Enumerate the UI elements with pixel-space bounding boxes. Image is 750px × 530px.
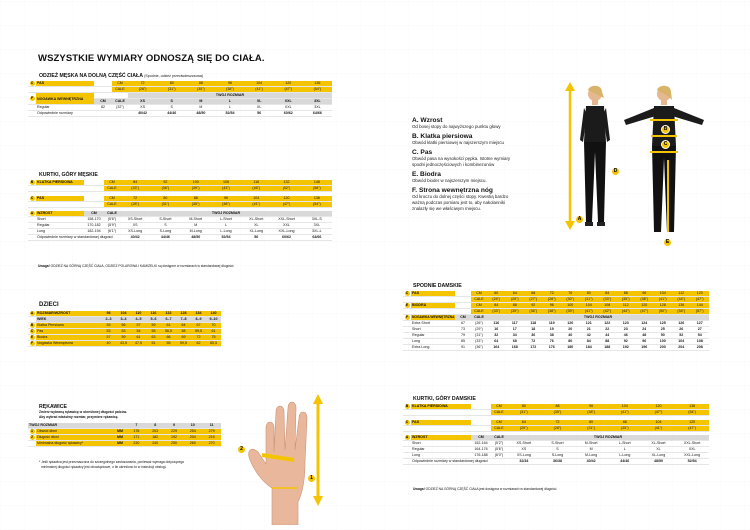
- kids-table: [28, 311, 221, 347]
- gloves-note2: minimalnej długości rękawicy jest obowiązkowe, o ile określono to w instrukcji obsługi.: [41, 465, 167, 469]
- women-jackets-foot-row: Odpowiednie rozmiary w standardowej długości 32/34 36/38 40/42 44/46 48/50 52/54: [403, 459, 709, 465]
- woman-arms-figure-icon: [616, 82, 711, 252]
- women-pants-row-short: Short 73 (29") 16 17 18 19 20 21 22 23 24 25 26 27: [403, 327, 709, 333]
- women-pants-row-xshort: Extra Short 67 (26") 116 117 118 119 120 121 122 123 124 125 126 127: [403, 321, 709, 327]
- women-pants-pas-cm-row: C PAS CM 60 64 68 72 76 80 84 88 96 104 112 120: [403, 291, 709, 297]
- women-jackets-row-regular: Regular 164-176 (5'6") XS S M L XL XXL: [403, 447, 709, 453]
- women-pants-row-long: Long 85 (33") 64 68 72 76 80 84 88 92 96 100 104 108: [403, 339, 709, 345]
- men-jackets-row-short: Short 158-170 (5'6") XS-Short S-Short M-Short L-Short XL-Short XXL-Short 3XL-S: [28, 217, 332, 223]
- women-jackets-table: [403, 404, 709, 465]
- gloves-table: [28, 423, 221, 447]
- marker-c: C: [661, 140, 670, 149]
- women-pants-pas-cale-row: CALE (24") (25") (27") (28") (30") (31") (33") (35") (38") (41") (44") (47"): [403, 297, 709, 303]
- gloves-row-min: Minimalna długość rękawicy* MM 230 240 250 260 270: [28, 441, 221, 447]
- gloves-title: RĘKAWICE: [39, 404, 67, 410]
- women-pants-table: [403, 291, 709, 351]
- men-jackets-kl-cm-row: B KLATKA PIERSIOWA CM 84 92 100 108 116 132 148: [28, 180, 332, 186]
- legend-item-f: F. Strona wewnętrzna nóg Od kroczu do dolnej części stopy. Kwestią bardzo ważną podczas pomiaru jest to, aby nakolanniki znalazły się we właściwym miejscu.: [412, 187, 509, 211]
- men-jackets-title: KURTKI, GÓRY MĘSKIE: [39, 172, 98, 178]
- women-jackets-row-short: Short 152-164 (5'2") XS-Short S-Short M-Short L-Short XL-Short XXL-Short: [403, 441, 709, 447]
- men-lower-table: [28, 81, 332, 117]
- women-pants-row-regular: Regular 79 (31") 32 34 36 38 40 42 44 46 48 50 52 54: [403, 333, 709, 339]
- marker-e: E: [663, 238, 672, 247]
- gloves-sub2: Aby wybrać właściwy rozmiar, przymierz rękawicę.: [39, 415, 119, 419]
- gloves-row-length: 2 Długość dłoni MM 171 182 192 204 215: [28, 435, 221, 441]
- women-pants-header-row: F NOGAWKA WEWNĘTRZNA CM CALE TWÓJ ROZMIAR: [403, 315, 709, 321]
- men-jackets-header-row: A WZROST CM CALE TWÓJ ROZMIAR: [28, 211, 332, 217]
- women-jackets-pas-cm-row: C PAS CM 64 72 80 88 104 120: [403, 420, 709, 426]
- men-jackets-table: [28, 180, 332, 241]
- gloves-row-circ: 1 Obwód dłoni MM 178 203 229 254 279: [28, 429, 221, 435]
- men-lower-size-row: CM CALE XS S M L XL XXL 3XL: [28, 99, 332, 105]
- women-pants-bio-cale-row: CALE (33") (35") (36") (38") (39") (41") (42") (44") (47") (50") (54") (57"): [403, 309, 709, 315]
- men-lower-foot-row: Odpowiednie rozmiary 40/42 44/46 48/50 52/54 56 60/62 64/66: [28, 111, 332, 117]
- women-pants-title: SPODNIE DAMSKIE: [413, 283, 462, 289]
- hand-measure-icon: [232, 390, 342, 525]
- legend-item-a: A. Wzrost Od bosej stopy do najwyższego punktu głowy: [412, 117, 501, 129]
- men-jackets-pas-cale-row: CALE (28") (31") (35") (38") (41") (47") (54"): [28, 201, 332, 207]
- marker-1: 1: [307, 474, 316, 483]
- women-jackets-note: Uwaga! ODZIEŻ NA GÓRNĄ CZĘŚĆ CIAŁA jest dostępna w rozmiarach w standardowej długości.: [413, 487, 558, 491]
- marker-b: B: [661, 125, 670, 134]
- kids-title: DZIECI: [39, 302, 59, 308]
- men-jackets-foot-row: Odpowiednie rozmiary w standardowej długości 40/42 44/46 48/50 52/54 56 60/62 64/66: [28, 235, 332, 241]
- women-jackets-kl-cm-row: B KLATKA PIERSIOWA CM 80 88 96 104 120 136: [403, 404, 709, 410]
- legend-item-e: E. Biodra Obwód bioder w najszerszym miejscu.: [412, 171, 487, 183]
- gloves-sub1: Zmierz wybraną rękawicę w określonej długości palców.: [39, 410, 128, 414]
- women-pants-row-xlong: Extra Long 91 (36") 164 168 172 176 180 184 188 192 196 200 204 208: [403, 345, 709, 351]
- kids-row-waist: C Pas 53 53 54 55 56,5 58 59,5 61: [28, 329, 221, 335]
- marker-a: A: [575, 215, 584, 224]
- men-jackets-kl-cale-row: CALE (33") (36") (39") (43") (46") (52") (58"): [28, 186, 332, 192]
- men-lower-title: ODZIEŻ MĘSKA NA DOLNĄ CZĘŚĆ CIAŁA (Spodnie, odzież przeciwdeszczowa): [39, 73, 204, 79]
- marker-2: 2: [237, 445, 246, 454]
- kids-row-age: WIEK 2–3 3–4 4–5 5–6 6–7 7–8 8–9 9–10: [28, 317, 221, 323]
- men-jackets-note: Uwaga! ODZIEŻ NA GÓRNĄ CZĘŚĆ CIAŁA, ODZIEŻ POLAROWA I KAMIZELKI są dostępne w rozmiarach w standardowej długości.: [38, 264, 235, 268]
- badge-f: F: [30, 96, 34, 100]
- men-lower-regular-row: Regular 82 (32") XS S M L XL XXL 3XL: [28, 105, 332, 111]
- women-jackets-title: KURTKI, GÓRY DAMSKIE: [413, 396, 476, 402]
- gloves-header-row: TWÓJ ROZMIAR 7 8 9 10 11: [28, 423, 221, 429]
- men-lower-pas-cale-row: CALE (28") (31") (35") (38") (41") (47") (54"): [28, 87, 332, 93]
- gloves-note1: * Jeśli rękawica jest przeznaczona do szczególnego zastosowania, ponieważ wymaga dotyczącego: [39, 460, 185, 464]
- page-title: WSZYSTKIE WYMIARY ODNOSZĄ SIĘ DO CIAŁA.: [38, 53, 265, 64]
- kids-row-chest: B Klatka Piersiowa 55 56 57 59 61 64 67 70: [28, 323, 221, 329]
- women-jackets-pas-cale-row: CALE (25") (28") (31") (35") (41") (47"): [403, 425, 709, 431]
- marker-d: D: [611, 167, 620, 176]
- women-pants-bio-cm-row: E BIODRA CM 84 88 92 96 100 104 108 112 120 128 136 144: [403, 303, 709, 309]
- kids-row-inseam: F Nogawka Wewnętrzna 40 43,5 47,5 51 55 59,5 62 65,5: [28, 341, 221, 347]
- legend-item-b: B. Klatka piersiowa Obwód klatki piersiowej w najszerszym miejscu: [412, 133, 504, 145]
- women-jackets-row-long: Long 176-188 (6'0") XS-Long S-Long M-Long L-Long XL-Long XXL-Long: [403, 453, 709, 459]
- men-jackets-row-regular: Regular 170-182 (5'9") XS S M L XL XXL 3XL: [28, 223, 332, 229]
- badge-c: C: [30, 81, 34, 85]
- men-lower-twoj-row: F NOGAWKA WEWNĘTRZNA TWÓJ ROZMIAR: [28, 93, 332, 99]
- legend-item-c: C. Pas Obwód pasa na wysokości pępka. Istotne wymiary spodni jednoczęściowych i kombinezonów: [412, 149, 511, 167]
- women-jackets-kl-cale-row: CALE (31") (35") (38") (41") (47") (54"): [403, 410, 709, 416]
- kids-row-hips: E Biodra 57 59 61 63 66 69 72 75: [28, 335, 221, 341]
- men-lower-pas-cm-row: C PAS CM 72 80 88 96 104 120 136: [28, 81, 332, 87]
- men-jackets-row-long: Long 182-194 (6'1") XS-Long S-Long M-Long L-Long XL-Long XXL-Long 3XL-L: [28, 229, 332, 235]
- women-jackets-header-row: A WZROST CM CALE TWÓJ ROZMIAR: [403, 435, 709, 441]
- men-jackets-pas-cm-row: C PAS CM 72 80 88 96 104 120 136: [28, 196, 332, 202]
- kids-row-size: A ROZMIAR/WZROST 98 104 110 116 122 128 134 140: [28, 311, 221, 317]
- measurement-legend: [412, 117, 562, 212]
